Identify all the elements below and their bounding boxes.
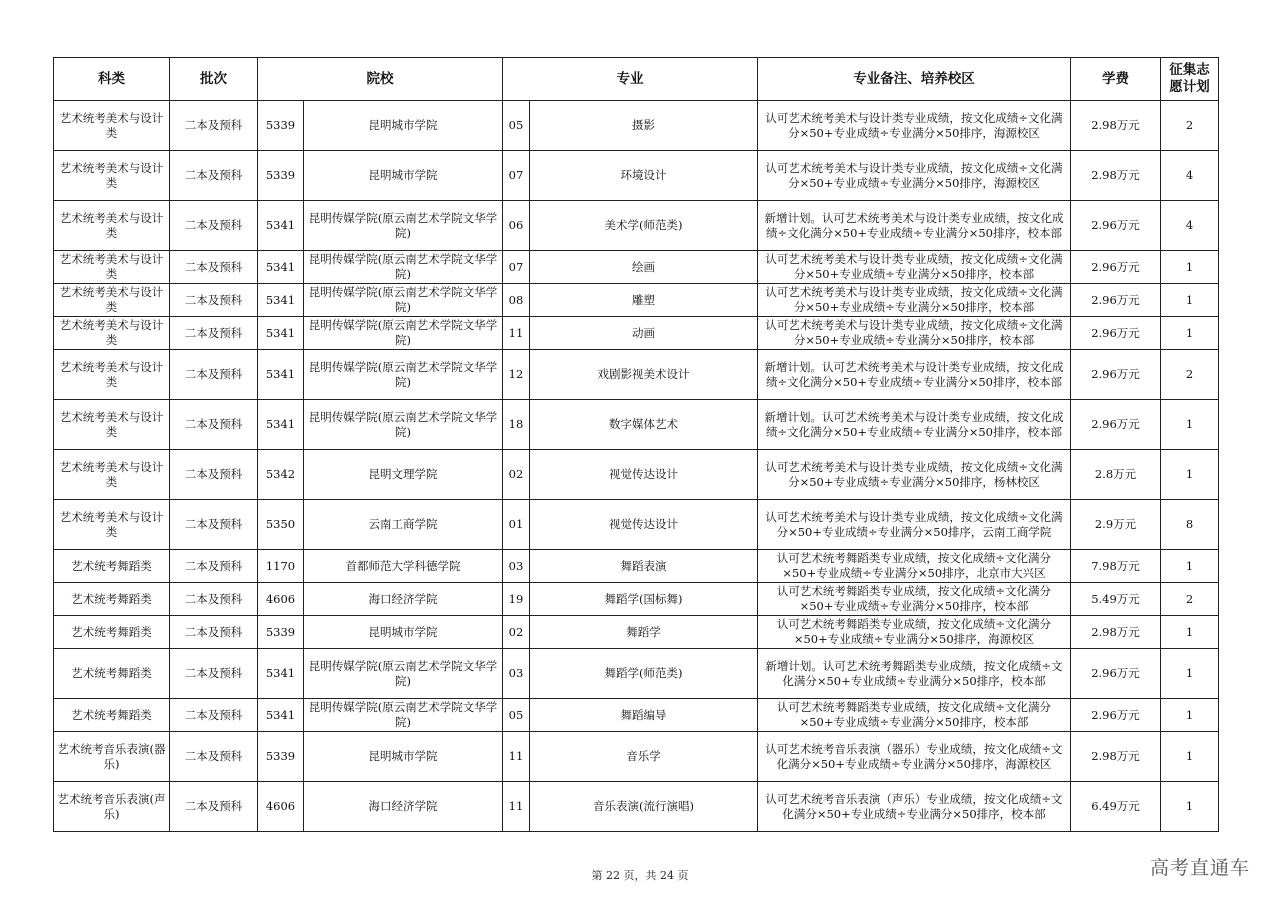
cell-major-name: 绘画 [530,251,758,284]
cell-major-name: 动画 [530,317,758,350]
cell-plan: 4 [1161,201,1219,251]
admission-table [53,57,1219,832]
cell-tuition: 2.98万元 [1071,732,1161,782]
table-row [54,317,1219,350]
watermark: 高考直通车 [1149,857,1250,879]
cell-remarks: 认可艺术统考音乐表演（声乐）专业成绩，按文化成绩÷文化满分×50+专业成绩÷专业满分×50排序，校本部 [758,782,1071,832]
cell-plan: 1 [1161,317,1219,350]
table-row [54,151,1219,201]
cell-school-name: 昆明传媒学院(原云南艺术学院文华学院) [304,284,503,317]
cell-remarks: 新增计划。认可艺术统考舞蹈类专业成绩，按文化成绩÷文化满分×50+专业成绩÷专业满分×50排序，校本部 [758,649,1071,699]
cell-tuition: 2.98万元 [1071,151,1161,201]
cell-tuition: 2.8万元 [1071,450,1161,500]
cell-remarks: 认可艺术统考美术与设计类专业成绩，按文化成绩÷文化满分×50+专业成绩÷专业满分×50排序，云南工商学院 [758,500,1071,550]
cell-school-code: 5341 [258,201,304,251]
page-footer: 第 22 页，共 24 页 [591,869,689,882]
cell-school-code: 5341 [258,649,304,699]
cell-plan: 1 [1161,284,1219,317]
table-row [54,699,1219,732]
cell-major-code: 05 [503,101,530,151]
header-major: 专业 [503,58,758,101]
cell-school-code: 5341 [258,251,304,284]
cell-tuition: 2.96万元 [1071,251,1161,284]
cell-batch: 二本及预科 [170,616,258,649]
cell-school-name: 云南工商学院 [304,500,503,550]
cell-major-name: 美术学(师范类) [530,201,758,251]
cell-school-name: 首都师范大学科德学院 [304,550,503,583]
cell-school-name: 昆明传媒学院(原云南艺术学院文华学院) [304,400,503,450]
table-row [54,649,1219,699]
header-category: 科类 [54,58,170,101]
cell-major-name: 视觉传达设计 [530,450,758,500]
cell-major-code: 01 [503,500,530,550]
cell-remarks: 新增计划。认可艺术统考美术与设计类专业成绩，按文化成绩÷文化满分×50+专业成绩÷专业满分×50排序，校本部 [758,201,1071,251]
cell-school-name: 昆明传媒学院(原云南艺术学院文华学院) [304,649,503,699]
cell-major-name: 环境设计 [530,151,758,201]
cell-school-code: 5339 [258,151,304,201]
cell-plan: 2 [1161,101,1219,151]
cell-plan: 1 [1161,699,1219,732]
cell-tuition: 2.96万元 [1071,649,1161,699]
cell-major-code: 11 [503,317,530,350]
cell-school-code: 5341 [258,699,304,732]
cell-category: 艺术统考美术与设计类 [54,251,170,284]
cell-remarks: 认可艺术统考美术与设计类专业成绩，按文化成绩÷文化满分×50+专业成绩÷专业满分×50排序，校本部 [758,284,1071,317]
cell-plan: 1 [1161,732,1219,782]
table-row [54,284,1219,317]
cell-batch: 二本及预科 [170,101,258,151]
cell-category: 艺术统考音乐表演(声乐) [54,782,170,832]
header-row [54,58,1219,101]
cell-plan: 4 [1161,151,1219,201]
cell-school-name: 昆明传媒学院(原云南艺术学院文华学院) [304,350,503,400]
cell-major-code: 07 [503,151,530,201]
cell-category: 艺术统考美术与设计类 [54,101,170,151]
table-row [54,732,1219,782]
table-row [54,500,1219,550]
cell-school-code: 5350 [258,500,304,550]
cell-major-code: 03 [503,649,530,699]
cell-batch: 二本及预科 [170,550,258,583]
cell-category: 艺术统考美术与设计类 [54,317,170,350]
cell-school-code: 1170 [258,550,304,583]
cell-batch: 二本及预科 [170,699,258,732]
cell-major-name: 舞蹈学 [530,616,758,649]
cell-major-code: 03 [503,550,530,583]
cell-school-code: 4606 [258,583,304,616]
cell-batch: 二本及预科 [170,782,258,832]
cell-plan: 1 [1161,450,1219,500]
cell-major-code: 02 [503,616,530,649]
cell-school-name: 昆明传媒学院(原云南艺术学院文华学院) [304,251,503,284]
table-row [54,201,1219,251]
cell-batch: 二本及预科 [170,500,258,550]
cell-batch: 二本及预科 [170,583,258,616]
cell-batch: 二本及预科 [170,649,258,699]
cell-category: 艺术统考美术与设计类 [54,450,170,500]
cell-school-name: 昆明传媒学院(原云南艺术学院文华学院) [304,201,503,251]
cell-major-name: 雕塑 [530,284,758,317]
cell-category: 艺术统考舞蹈类 [54,583,170,616]
cell-school-code: 5339 [258,732,304,782]
cell-plan: 1 [1161,782,1219,832]
cell-school-name: 昆明文理学院 [304,450,503,500]
cell-major-name: 摄影 [530,101,758,151]
cell-major-code: 19 [503,583,530,616]
header-remarks: 专业备注、培养校区 [758,58,1071,101]
table-row [54,616,1219,649]
cell-category: 艺术统考舞蹈类 [54,616,170,649]
cell-major-code: 02 [503,450,530,500]
cell-major-code: 08 [503,284,530,317]
cell-category: 艺术统考音乐表演(器乐) [54,732,170,782]
cell-school-code: 5341 [258,284,304,317]
cell-plan: 8 [1161,500,1219,550]
cell-major-name: 视觉传达设计 [530,500,758,550]
cell-category: 艺术统考美术与设计类 [54,201,170,251]
cell-remarks: 认可艺术统考舞蹈类专业成绩，按文化成绩÷文化满分×50+专业成绩÷专业满分×50排序，校本部 [758,583,1071,616]
cell-batch: 二本及预科 [170,732,258,782]
cell-major-name: 音乐表演(流行演唱) [530,782,758,832]
cell-plan: 2 [1161,583,1219,616]
cell-remarks: 认可艺术统考美术与设计类专业成绩，按文化成绩÷文化满分×50+专业成绩÷专业满分×50排序，校本部 [758,251,1071,284]
cell-tuition: 2.96万元 [1071,201,1161,251]
cell-batch: 二本及预科 [170,284,258,317]
cell-tuition: 2.9万元 [1071,500,1161,550]
header-school: 院校 [258,58,503,101]
cell-category: 艺术统考舞蹈类 [54,649,170,699]
cell-school-name: 海口经济学院 [304,583,503,616]
cell-category: 艺术统考舞蹈类 [54,550,170,583]
cell-school-code: 4606 [258,782,304,832]
cell-remarks: 认可艺术统考美术与设计类专业成绩，按文化成绩÷文化满分×50+专业成绩÷专业满分×50排序，杨林校区 [758,450,1071,500]
cell-major-name: 戏剧影视美术设计 [530,350,758,400]
cell-plan: 1 [1161,400,1219,450]
cell-school-name: 海口经济学院 [304,782,503,832]
cell-remarks: 认可艺术统考美术与设计类专业成绩，按文化成绩÷文化满分×50+专业成绩÷专业满分×50排序，海源校区 [758,101,1071,151]
cell-major-name: 舞蹈学(国标舞) [530,583,758,616]
table-row [54,450,1219,500]
header-batch: 批次 [170,58,258,101]
cell-batch: 二本及预科 [170,400,258,450]
cell-remarks: 认可艺术统考美术与设计类专业成绩，按文化成绩÷文化满分×50+专业成绩÷专业满分×50排序，校本部 [758,317,1071,350]
cell-batch: 二本及预科 [170,151,258,201]
cell-tuition: 2.96万元 [1071,699,1161,732]
cell-batch: 二本及预科 [170,317,258,350]
table-row [54,251,1219,284]
header-tuition: 学费 [1071,58,1161,101]
cell-school-code: 5341 [258,400,304,450]
cell-school-code: 5341 [258,317,304,350]
cell-batch: 二本及预科 [170,350,258,400]
table-row [54,782,1219,832]
cell-batch: 二本及预科 [170,450,258,500]
cell-category: 艺术统考美术与设计类 [54,284,170,317]
cell-major-code: 18 [503,400,530,450]
cell-remarks: 认可艺术统考舞蹈类专业成绩，按文化成绩÷文化满分×50+专业成绩÷专业满分×50排序，校本部 [758,699,1071,732]
cell-school-name: 昆明城市学院 [304,616,503,649]
cell-school-code: 5339 [258,101,304,151]
cell-major-name: 数字媒体艺术 [530,400,758,450]
cell-plan: 1 [1161,251,1219,284]
cell-major-name: 舞蹈表演 [530,550,758,583]
cell-plan: 1 [1161,550,1219,583]
cell-major-code: 11 [503,782,530,832]
cell-major-code: 07 [503,251,530,284]
cell-major-name: 舞蹈编导 [530,699,758,732]
cell-school-name: 昆明城市学院 [304,732,503,782]
cell-plan: 1 [1161,616,1219,649]
cell-remarks: 认可艺术统考舞蹈类专业成绩，按文化成绩÷文化满分×50+专业成绩÷专业满分×50排序，海源校区 [758,616,1071,649]
cell-category: 艺术统考美术与设计类 [54,500,170,550]
table-row [54,101,1219,151]
cell-remarks: 认可艺术统考美术与设计类专业成绩，按文化成绩÷文化满分×50+专业成绩÷专业满分×50排序，海源校区 [758,151,1071,201]
header-plan: 征集志愿计划 [1161,58,1219,101]
cell-school-code: 5339 [258,616,304,649]
cell-tuition: 2.98万元 [1071,101,1161,151]
cell-remarks: 新增计划。认可艺术统考美术与设计类专业成绩，按文化成绩÷文化满分×50+专业成绩÷专业满分×50排序，校本部 [758,350,1071,400]
cell-category: 艺术统考美术与设计类 [54,400,170,450]
table-row [54,350,1219,400]
cell-major-name: 舞蹈学(师范类) [530,649,758,699]
cell-category: 艺术统考美术与设计类 [54,151,170,201]
cell-batch: 二本及预科 [170,251,258,284]
cell-tuition: 2.96万元 [1071,400,1161,450]
cell-major-code: 11 [503,732,530,782]
cell-remarks: 新增计划。认可艺术统考美术与设计类专业成绩，按文化成绩÷文化满分×50+专业成绩÷专业满分×50排序，校本部 [758,400,1071,450]
cell-major-code: 05 [503,699,530,732]
cell-category: 艺术统考舞蹈类 [54,699,170,732]
cell-school-name: 昆明传媒学院(原云南艺术学院文华学院) [304,317,503,350]
table-row [54,400,1219,450]
cell-tuition: 7.98万元 [1071,550,1161,583]
cell-plan: 2 [1161,350,1219,400]
cell-major-code: 12 [503,350,530,400]
cell-batch: 二本及预科 [170,201,258,251]
cell-school-name: 昆明城市学院 [304,101,503,151]
table-row [54,550,1219,583]
cell-school-name: 昆明传媒学院(原云南艺术学院文华学院) [304,699,503,732]
cell-school-code: 5341 [258,350,304,400]
cell-category: 艺术统考美术与设计类 [54,350,170,400]
cell-school-code: 5342 [258,450,304,500]
cell-major-code: 06 [503,201,530,251]
cell-plan: 1 [1161,649,1219,699]
cell-tuition: 6.49万元 [1071,782,1161,832]
table-row [54,583,1219,616]
cell-tuition: 2.96万元 [1071,284,1161,317]
cell-remarks: 认可艺术统考舞蹈类专业成绩，按文化成绩÷文化满分×50+专业成绩÷专业满分×50排序，北京市大兴区 [758,550,1071,583]
cell-major-name: 音乐学 [530,732,758,782]
cell-tuition: 2.98万元 [1071,616,1161,649]
cell-tuition: 2.96万元 [1071,317,1161,350]
cell-tuition: 2.96万元 [1071,350,1161,400]
cell-tuition: 5.49万元 [1071,583,1161,616]
cell-school-name: 昆明城市学院 [304,151,503,201]
cell-remarks: 认可艺术统考音乐表演（器乐）专业成绩，按文化成绩÷文化满分×50+专业成绩÷专业满分×50排序，海源校区 [758,732,1071,782]
